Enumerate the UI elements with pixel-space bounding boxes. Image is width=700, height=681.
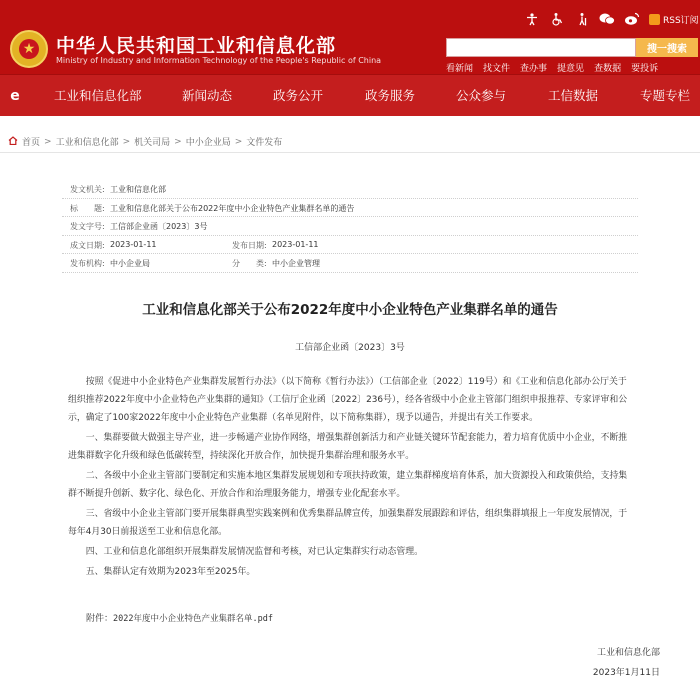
meta-label: 发文字号: bbox=[70, 222, 105, 231]
quick-links bbox=[446, 61, 658, 74]
rss-label: RSS订阅 bbox=[663, 15, 699, 26]
article-paragraph: 三、省级中小企业主管部门要开展集群典型实践案例和优秀集群品牌宣传，加强集群发展跟踪和评估，组织集群填报上一年度发展情况，于每年4月30日前报送至工业和信息化部。 bbox=[68, 509, 628, 537]
quick-link-feedback[interactable]: 提意见 bbox=[557, 64, 585, 74]
nav-item-gov-info[interactable]: 政务公开 bbox=[273, 88, 324, 103]
quick-link-complaint[interactable]: 要投诉 bbox=[631, 64, 659, 74]
site-header bbox=[0, 0, 700, 74]
breadcrumb-separator: > bbox=[174, 136, 182, 147]
wechat-icon[interactable] bbox=[599, 11, 615, 27]
attachment-label: 附件： bbox=[86, 614, 114, 624]
attachment-link[interactable]: 2022年度中小企业特色产业集群名单.pdf bbox=[113, 614, 273, 624]
breadcrumb bbox=[8, 135, 282, 148]
meta-row-agency bbox=[62, 254, 638, 273]
article-paragraph: 五、集群认定有效期为2023年至2025年。 bbox=[85, 567, 256, 577]
breadcrumb-separator: > bbox=[122, 136, 131, 147]
meta-row-issuer bbox=[62, 180, 638, 199]
article-paragraph: 二、各级中小企业主管部门要制定和实施本地区集群发展规划和专项扶持政策，建立集群梯度培育体系，加大资源投入和政策供给，支持集群不断提升创新、数字化、绿色化、开放合作和治理服务能力，增强专业化配套水平。 bbox=[68, 471, 628, 499]
signature-date: 2023年1月11日 bbox=[592, 668, 660, 678]
meta-agency: 中小企业局 bbox=[110, 259, 150, 268]
nav-item-topics[interactable]: 专题专栏 bbox=[640, 88, 691, 103]
nav-item-news[interactable]: 新闻动态 bbox=[182, 88, 233, 103]
article-paragraph: 按照《促进中小企业特色产业集群发展暂行办法》（以下简称《暂行办法》）（工信部企业〔2022〕119号）和《工业和信息化部办公厅关于组织推荐2022年度中小企业特色产业集群的通知》（工信厅企业函〔2022〕236号），经各省级中小企业主管部门组织申报推荐、专家评审和公示，确定了100家2022年度中小企业特色产业集群（名单见附件，以下简称集群），现予以通告，并提出有关工作要求。 bbox=[68, 377, 628, 423]
quick-link-files[interactable]: 找文件 bbox=[483, 64, 511, 74]
meta-label: 标 题: bbox=[70, 203, 105, 213]
breadcrumb-miit[interactable]: 工业和信息化部 bbox=[55, 138, 119, 148]
search-button[interactable]: 搜一搜索 bbox=[636, 38, 698, 57]
meta-row-title bbox=[62, 199, 638, 218]
search-input[interactable] bbox=[446, 38, 636, 57]
meta-created-date: 2023-01-11 bbox=[110, 239, 157, 249]
article-paragraph: 四、工业和信息化部组织开展集群发展情况监督和考核，对已认定集群实行动态管理。 bbox=[85, 547, 424, 557]
main-nav bbox=[0, 74, 700, 116]
breadcrumb-departments[interactable]: 机关司局 bbox=[134, 138, 171, 148]
breadcrumb-separator: > bbox=[44, 136, 52, 147]
site-title[interactable]: 中华人民共和国工业和信息化部 bbox=[56, 35, 337, 57]
meta-label: 发布日期: bbox=[232, 240, 267, 250]
nav-item-public[interactable]: 公众参与 bbox=[456, 88, 507, 103]
breadcrumb-separator: > bbox=[234, 136, 243, 147]
quick-link-services[interactable]: 查办事 bbox=[520, 64, 548, 74]
meta-title: 工业和信息化部关于公布2022年度中小企业特色产业集群名单的通告 bbox=[110, 203, 355, 213]
quick-link-data[interactable]: 查数据 bbox=[594, 64, 622, 74]
article-body bbox=[68, 373, 634, 583]
breadcrumb-divider bbox=[0, 152, 700, 153]
home-icon bbox=[8, 136, 18, 148]
rss-subscribe-link[interactable] bbox=[649, 13, 699, 26]
elderly-icon[interactable] bbox=[574, 11, 590, 27]
meta-row-docnum bbox=[62, 217, 638, 236]
star-icon: ★ bbox=[22, 41, 36, 57]
breadcrumb-home[interactable]: 首页 bbox=[22, 138, 41, 148]
meta-label: 发布机构: bbox=[70, 259, 105, 268]
article-title: 工业和信息化部关于公布2022年度中小企业特色产业集群名单的通告 bbox=[142, 302, 558, 318]
rss-icon bbox=[649, 14, 660, 25]
meta-docnum: 工信部企业函〔2023〕3号 bbox=[110, 222, 208, 231]
article-doc-number: 工信部企业函〔2023〕3号 bbox=[295, 343, 405, 353]
attachment bbox=[86, 611, 273, 624]
quick-link-news[interactable]: 看新闻 bbox=[446, 64, 474, 74]
meta-label: 分 类: bbox=[232, 259, 267, 268]
nav-item-gov-service[interactable]: 政务服务 bbox=[365, 88, 416, 103]
weibo-icon[interactable] bbox=[624, 11, 640, 27]
nav-logo-icon[interactable]: e bbox=[10, 88, 20, 104]
nav-item-data[interactable]: 工信数据 bbox=[548, 88, 599, 103]
meta-label: 发文机关: bbox=[70, 185, 105, 194]
top-utility-icons bbox=[524, 9, 699, 29]
site-subtitle: Ministry of Industry and Information Technology of the People's Republic of China bbox=[56, 56, 382, 65]
meta-issuer: 工业和信息化部 bbox=[110, 185, 166, 194]
wheelchair-icon[interactable] bbox=[549, 11, 565, 27]
document-metadata bbox=[62, 180, 638, 273]
breadcrumb-sme-bureau[interactable]: 中小企业局 bbox=[185, 138, 231, 148]
signature-organization: 工业和信息化部 bbox=[596, 648, 660, 658]
meta-label: 成文日期: bbox=[70, 240, 105, 250]
breadcrumb-documents[interactable]: 文件发布 bbox=[246, 138, 283, 148]
meta-category: 中小企业管理 bbox=[272, 259, 320, 268]
meta-row-dates bbox=[62, 236, 638, 255]
nav-item-miit[interactable]: 工业和信息化部 bbox=[54, 88, 142, 103]
meta-published-date: 2023-01-11 bbox=[272, 239, 319, 249]
article-paragraph: 一、集群要做大做强主导产业，进一步畅通产业协作网络，增强集群创新活力和产业链关键环节配套能力，着力培育优质中小企业，不断推进集群数字化升级和绿色低碳转型，持续深化开放合作，加快提升集群治理和服务水平。 bbox=[68, 433, 628, 461]
national-emblem-logo[interactable] bbox=[10, 30, 48, 68]
accessibility-icon[interactable] bbox=[524, 11, 540, 27]
